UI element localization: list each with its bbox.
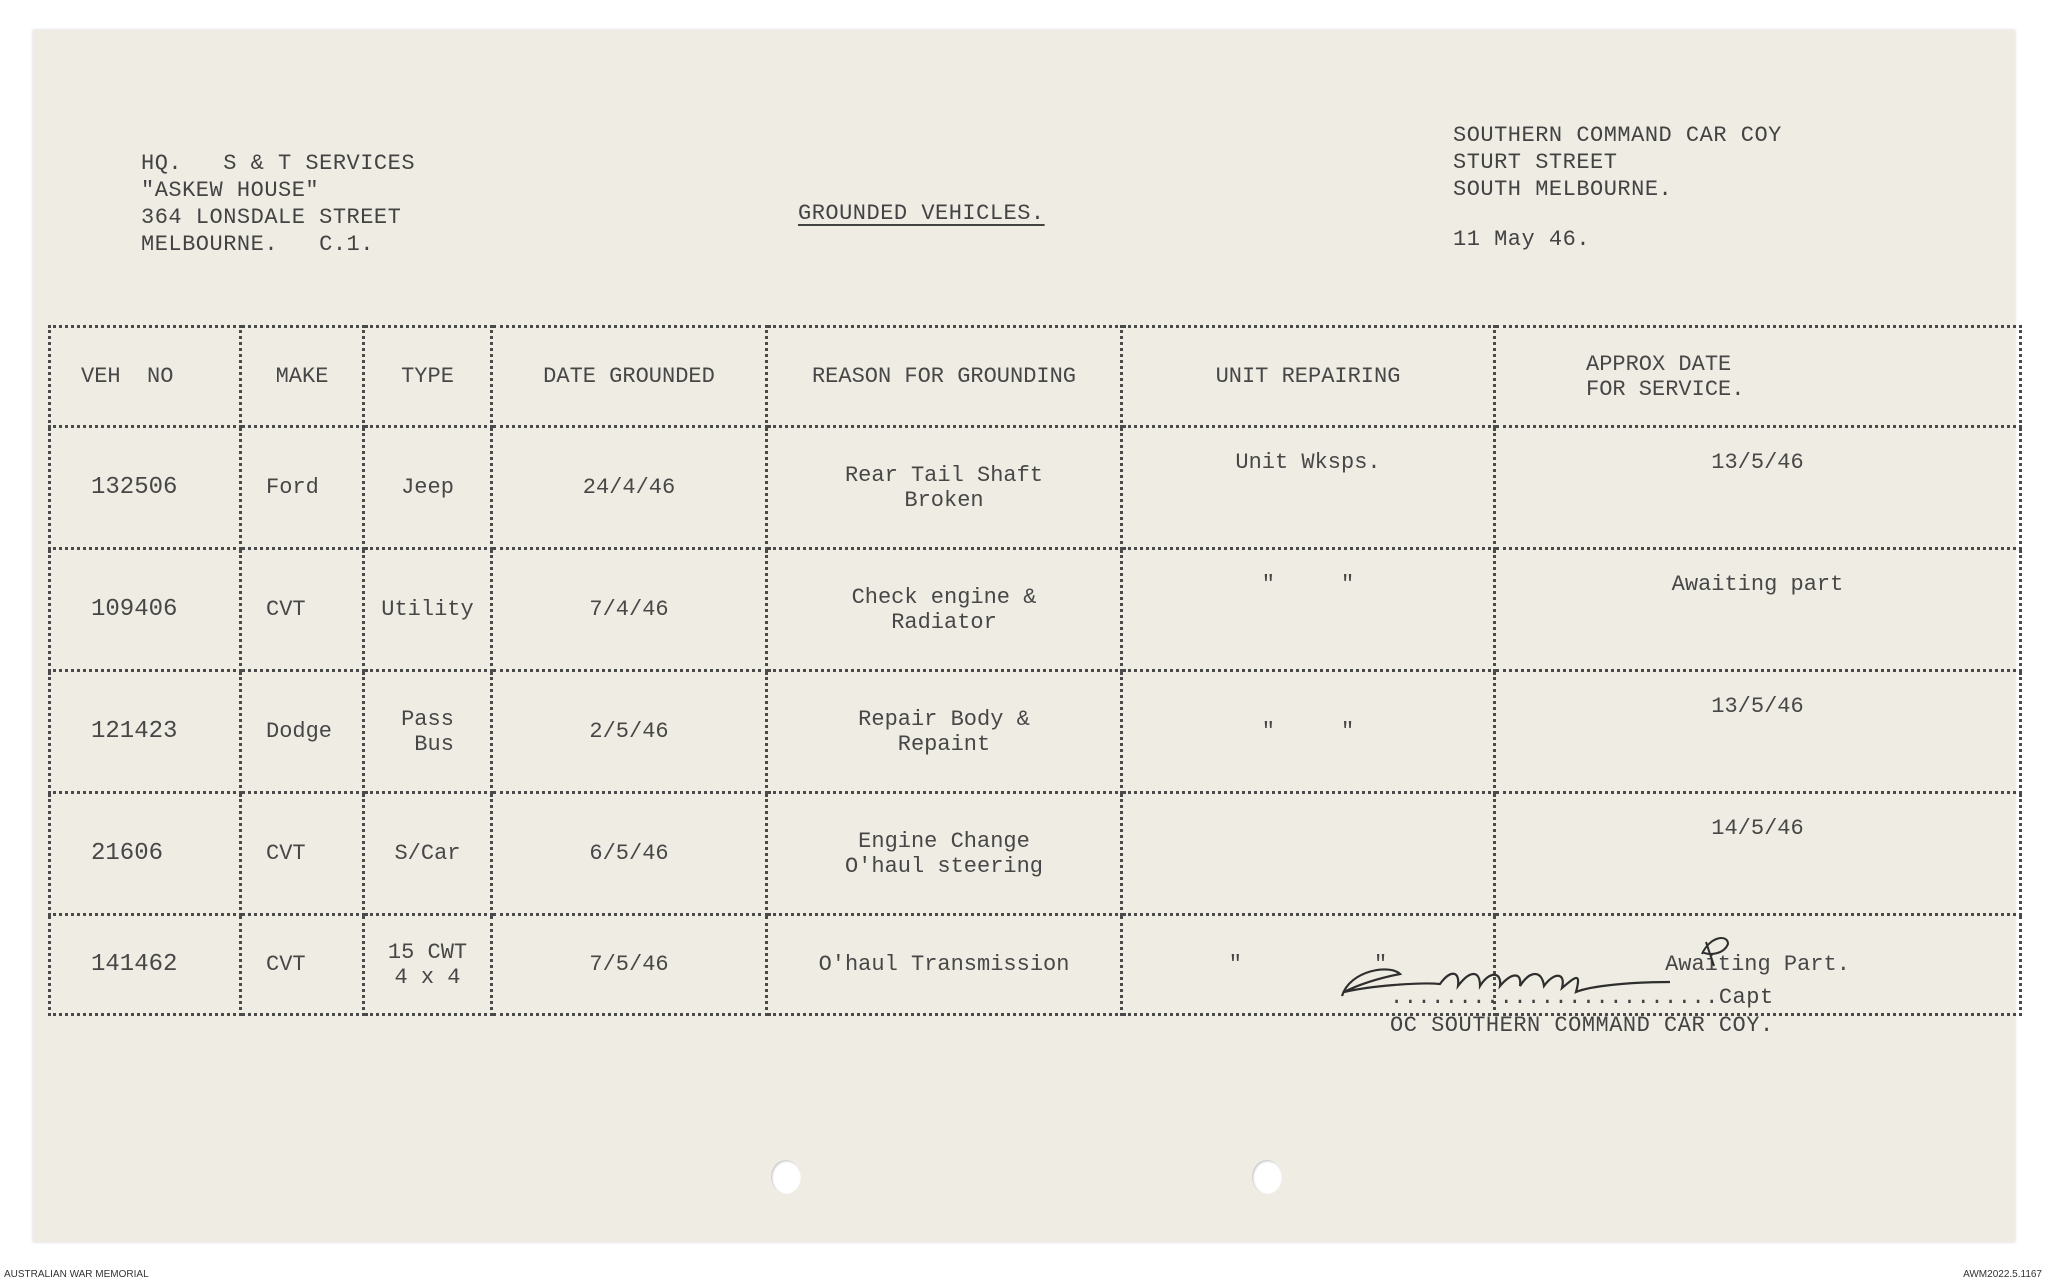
footer-archive-label: AUSTRALIAN WAR MEMORIAL: [4, 1269, 149, 1280]
cell-make: CVT: [241, 793, 364, 915]
cell-type: Jeep: [364, 427, 492, 549]
cell-reason: Rear Tail Shaft Broken: [767, 427, 1122, 549]
cell-approx-date: Awaiting Part.: [1495, 915, 2021, 1015]
cell-veh-no: 132506: [50, 427, 241, 549]
cell-type: 15 CWT 4 x 4: [364, 915, 492, 1015]
signature-block: [1330, 930, 1830, 1050]
footer-accession-number: AWM2022.5.1167: [1963, 1269, 2042, 1280]
table-header-row: [50, 327, 2021, 427]
cell-veh-no: 141462: [50, 915, 241, 1015]
signature-title: OC SOUTHERN COMMAND CAR COY.: [1390, 1013, 1774, 1038]
grounded-vehicles-table: [48, 325, 2022, 1016]
table-row: [50, 793, 2021, 915]
cell-type: Pass Bus: [364, 671, 492, 793]
cell-type: Utility: [364, 549, 492, 671]
signature-line: ........................Capt: [1390, 985, 1774, 1010]
cell-date-grounded: 7/4/46: [492, 549, 767, 671]
header-reason: REASON FOR GROUNDING: [767, 327, 1122, 427]
cell-unit-repairing: " ": [1122, 549, 1495, 671]
sender-address: HQ. S & T SERVICES "ASKEW HOUSE" 364 LONSDALE STREET MELBOURNE. C.1.: [141, 151, 416, 257]
cell-make: CVT: [241, 915, 364, 1015]
header-date-grounded: DATE GROUNDED: [492, 327, 767, 427]
cell-unit-repairing: [1122, 793, 1495, 915]
cell-date-grounded: 7/5/46: [492, 915, 767, 1015]
cell-veh-no: 109406: [50, 549, 241, 671]
cell-approx-date: 13/5/46: [1495, 671, 2021, 793]
cell-reason: Engine Change O'haul steering: [767, 793, 1122, 915]
cell-date-grounded: 24/4/46: [492, 427, 767, 549]
cell-date-grounded: 6/5/46: [492, 793, 767, 915]
cell-reason: Repair Body & Repaint: [767, 671, 1122, 793]
header-unit-repairing: UNIT REPAIRING: [1122, 327, 1495, 427]
cell-veh-no: 121423: [50, 671, 241, 793]
cell-reason: O'haul Transmission: [767, 915, 1122, 1015]
table-row: [50, 549, 2021, 671]
header-make: MAKE: [241, 327, 364, 427]
header-approx-date: APPROX DATE FOR SERVICE.: [1495, 327, 2021, 427]
table-row: [50, 427, 2021, 549]
cell-unit-repairing: " ": [1122, 915, 1495, 1015]
table-row: [50, 671, 2021, 793]
cell-unit-repairing: " ": [1122, 671, 1495, 793]
header-veh-no: VEH NO: [50, 327, 241, 427]
cell-make: CVT: [241, 549, 364, 671]
cell-type: S/Car: [364, 793, 492, 915]
cell-date-grounded: 2/5/46: [492, 671, 767, 793]
cell-approx-date: 13/5/46: [1495, 427, 2021, 549]
cell-make: Ford: [241, 427, 364, 549]
document-title: GROUNDED VEHICLES.: [798, 201, 1045, 226]
header-type: TYPE: [364, 327, 492, 427]
cell-approx-date: 14/5/46: [1495, 793, 2021, 915]
cell-veh-no: 21606: [50, 793, 241, 915]
unit-address: SOUTHERN COMMAND CAR COY STURT STREET SOUTH MELBOURNE.: [1453, 123, 1782, 202]
cell-reason: Check engine & Radiator: [767, 549, 1122, 671]
cell-unit-repairing: Unit Wksps.: [1122, 427, 1495, 549]
punch-hole: [771, 1160, 801, 1194]
punch-hole: [1252, 1160, 1282, 1194]
cell-make: Dodge: [241, 671, 364, 793]
cell-approx-date: Awaiting part: [1495, 549, 2021, 671]
document-date: 11 May 46.: [1453, 227, 1591, 252]
